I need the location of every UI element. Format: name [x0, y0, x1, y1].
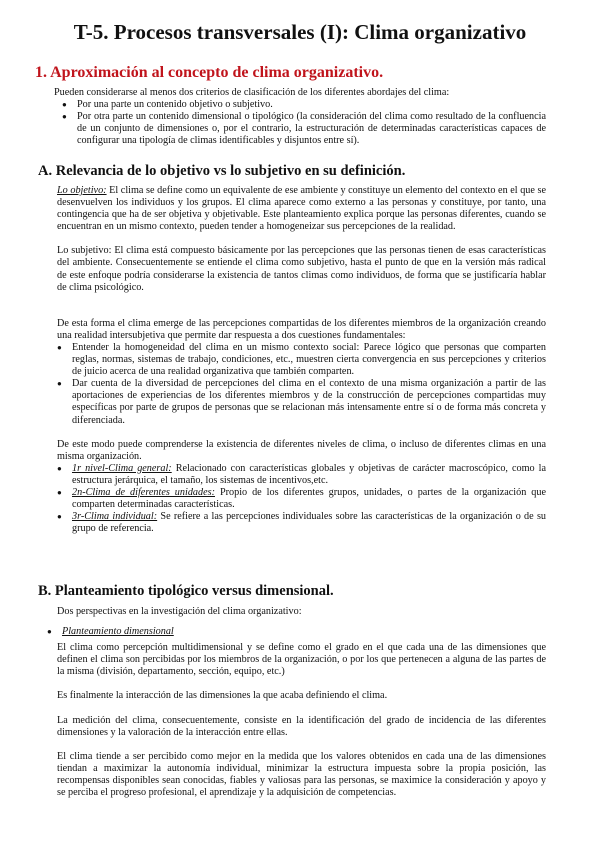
list-item: ● Entender la homogeneidad del clima en un mismo contexto social: Parece lógico que personas que comparten reglas, normas, sistemas de trabajo, condiciones, etc., muestren cierta convergencia en sus percepciones y criterios de juicio acerca de una realidad organizativa que también comparten. — [57, 342, 546, 378]
intersubjective-list — [57, 342, 546, 427]
levels-intro: De este modo puede comprenderse la existencia de diferentes niveles de clima, o incluso de diferentes climas en una misma organización. — [57, 438, 546, 462]
list-item: ● Dar cuenta de la diversidad de percepciones del clima en el contexto de una misma organización a partir de las aportaciones de experiencias de los diferentes miembros y de la construcción de percepciones compartidas muy específicas por parte de grupos de personas que se relacionan más intensamente entre sí o de forma más concreta y diferenciada. — [57, 378, 546, 426]
list-item — [57, 463, 546, 487]
level-label: 3r-Clima individual: — [72, 511, 158, 523]
dimensional-paragraph-4: El clima tiende a ser percibido como mejor en la medida que los valores obtenidos en cada una de las dimensiones tiendan a maximizar la autonomía individual, minimizar la estructura impuesta sobre la propia posición, las recompensas disponibles sean conocidas, fiables y valiosas para las personas, se maximice la consideración y apoyo y se perciba el progreso profesional, el aprendizaje y la adquisición de competencias. — [57, 750, 546, 799]
section-b-body — [57, 606, 546, 799]
list-item: ● Por una parte un contenido objetivo o subjetivo. — [62, 99, 546, 111]
section-1-body — [54, 87, 546, 147]
section-a-heading: A. Relevancia de lo objetivo vs lo subjetivo en su definición. — [38, 163, 406, 179]
levels-list — [57, 463, 546, 536]
level-text: Se refiere a las percepciones individuales sobre las características de la organización o de su grupo de referencia. — [72, 511, 546, 535]
criteria-list — [62, 99, 546, 147]
list-item — [57, 487, 546, 511]
dimensional-paragraph-1: El clima como percepción multidimensional y se define como el grado en el que cada una de las dimensiones que definen el clima son percibidas por los miembros de la organización, o por los que pertenecen a alguna de las partes de la misma (división, departamento, sección, equipo, etc.) — [57, 642, 546, 678]
list-item — [47, 626, 546, 638]
section-b-intro: Dos perspectivas en la investigación del clima organizativo: — [57, 606, 302, 617]
list-item — [57, 511, 546, 535]
dimensional-paragraph-2: Es finalmente la interacción de las dimensiones la que acaba definiendo el clima. — [57, 690, 388, 702]
level-text: Propio de los diferentes grupos, unidades, o partes de la organización que comparten determinadas características. — [72, 486, 546, 511]
objective-text: El clima se define como un equivalente de ese ambiente y constituye un elemento del contexto en el que se desenvuelven los individuos y los grupos. El clima aparece como externo a las personas y constituye, por tanto, una contingencia que ha de ser objetiva y objetivable. Este planteamiento explica porque las personas diferentes, cuando se encuentran en un mismo contexto, pueden tender a homogeneizar sus percepciones de la realidad. — [57, 185, 546, 233]
level-label: 2n-Clima de diferentes unidades: — [72, 486, 215, 498]
section-1-intro: Pueden considerarse al menos dos criterios de clasificación de los diferentes abordajes del clima: — [54, 87, 450, 98]
objective-paragraph — [57, 185, 546, 233]
level-text: Relacionado con características globales y objetivas de carácter macroscópico, como la estructura jerárquica, el tamaño, los sistemas de incentivos,etc. — [72, 462, 547, 486]
section-b-heading: B. Planteamiento tipológico versus dimensional. — [38, 583, 334, 599]
intersubjective-intro: De esta forma el clima emerge de las percepciones compartidas de los diferentes miembros de la organización creando una realidad intersubjetiva que permite dar respuesta a dos cuestiones fundamentales: — [57, 317, 546, 341]
perspective-label: Planteamiento dimensional — [62, 626, 174, 638]
level-label: 1r nivel-Clima general: — [72, 462, 172, 474]
perspectives-list — [47, 626, 546, 638]
list-item: ● Por otra parte un contenido dimensional o tipológico (la consideración del clima como resultado de la confluencia de un conjunto de dimensiones o, por el contrario, la estructuración de determinadas características capaces de configurar una tipología de climas identificables y disjuntos entre sí). — [62, 111, 546, 147]
section-a-body — [57, 185, 546, 535]
section-1-heading: 1. Aproximación al concepto de clima organizativo. — [35, 64, 384, 81]
subjective-paragraph: Lo subjetivo: El clima está compuesto básicamente por las percepciones que las personas tienen de esas características del ambiente. Consecuentemente se entiende el clima como subjetivo, hasta el punto de que en la versión más radical de este enfoque podría considerarse la existencia de tantos climas como individuos, de forma que se justificaría hablar de clima psicológico. — [57, 245, 546, 293]
objective-label: Lo objetivo: — [57, 185, 107, 196]
page-title: T-5. Procesos transversales (I): Clima organizativo — [73, 20, 527, 44]
dimensional-paragraph-3: La medición del clima, consecuentemente, consiste en la identificación del grado de incidencia de las diferentes dimensiones y la valoración de la interacción entre ellas. — [57, 714, 546, 738]
